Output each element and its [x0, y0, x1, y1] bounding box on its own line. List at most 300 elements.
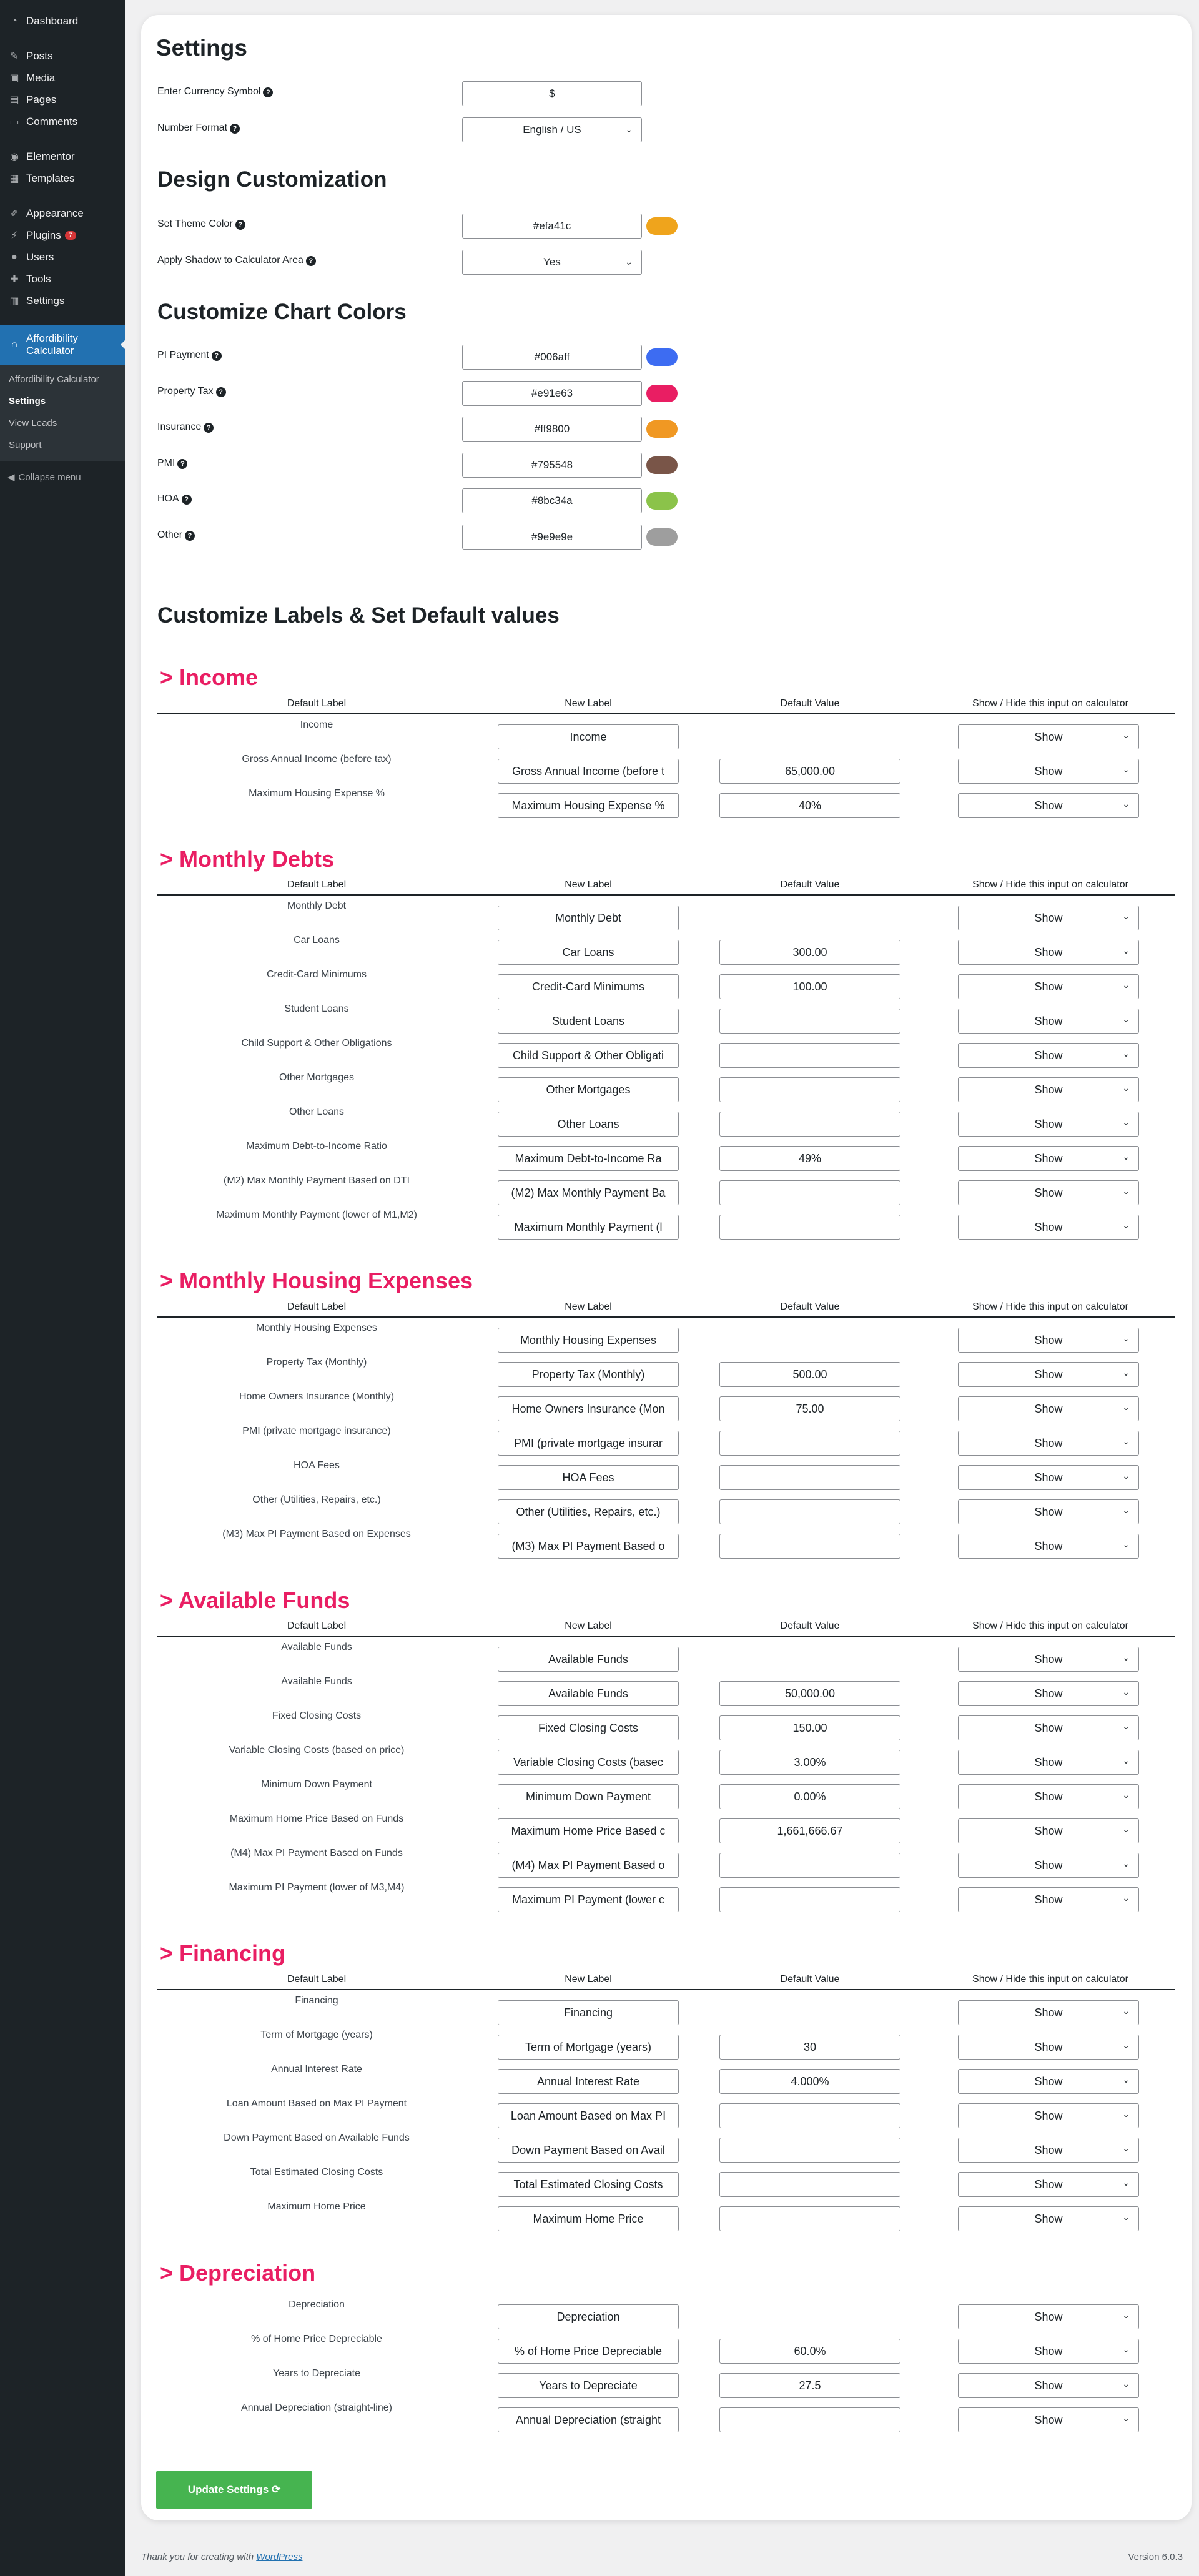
new-label-input[interactable] [498, 1534, 679, 1559]
default-value-input[interactable] [719, 1784, 900, 1809]
new-label-input[interactable] [498, 2339, 679, 2364]
sidebar-item-label: Dashboard [26, 14, 79, 27]
default-label: Maximum Housing Expense % [249, 788, 385, 799]
table-row [157, 898, 1175, 932]
default-value-input[interactable] [719, 759, 900, 784]
show-hide-value: Show [1034, 1652, 1063, 1666]
sidebar-item-label: Media [26, 71, 56, 84]
chevron-down-icon: ⌄ [1122, 2310, 1130, 2320]
sidebar-item-label: Elementor [26, 150, 75, 162]
new-label-input[interactable] [498, 1328, 679, 1353]
template-icon: ▦ [9, 173, 19, 184]
chart-color-row [157, 488, 719, 516]
table-row [157, 2199, 1175, 2233]
chart-color-swatch[interactable] [646, 492, 678, 510]
new-label-input[interactable] [498, 1043, 679, 1068]
show-hide-value: Show [1034, 1083, 1063, 1096]
table-row [157, 2130, 1175, 2164]
show-hide-select[interactable] [958, 2000, 1139, 2025]
default-label: Available Funds [281, 1642, 352, 1652]
default-value-input[interactable] [719, 1043, 900, 1068]
show-hide-select[interactable] [958, 2339, 1139, 2364]
new-label-input[interactable] [498, 974, 679, 999]
chart-color-swatch[interactable] [646, 528, 678, 546]
submenu-item[interactable]: Affordibility Calculator [9, 374, 99, 385]
show-hide-select[interactable] [958, 1180, 1139, 1205]
new-label-input[interactable] [498, 1784, 679, 1809]
show-hide-value: Show [1034, 1117, 1063, 1130]
sidebar-item-pages[interactable] [0, 89, 125, 111]
header-default-label: Default Label [287, 1301, 347, 1312]
chevron-down-icon: ⌄ [1122, 2178, 1130, 2188]
sidebar-item-label: Comments [26, 115, 78, 127]
submenu-item[interactable]: Support [9, 440, 42, 450]
show-hide-select[interactable] [958, 974, 1139, 999]
default-value-input[interactable] [719, 1112, 900, 1137]
show-hide-select[interactable] [958, 906, 1139, 930]
table-header [157, 1971, 1175, 1990]
chart-color-input[interactable] [462, 381, 642, 406]
table-row [157, 1458, 1175, 1492]
sidebar-item-settings[interactable] [0, 290, 125, 312]
show-hide-select[interactable] [958, 1146, 1139, 1171]
header-default-value: Default Value [780, 698, 840, 709]
table-header [157, 696, 1175, 714]
default-label: Other Mortgages [279, 1072, 355, 1083]
new-label-input[interactable] [498, 1112, 679, 1137]
sidebar-item-label: Plugins [26, 229, 61, 241]
default-value-input[interactable] [719, 1887, 900, 1912]
show-hide-select[interactable] [958, 2035, 1139, 2060]
chevron-down-icon: ⌄ [1122, 1824, 1130, 1834]
default-label: Term of Mortgage (years) [260, 2030, 373, 2040]
new-label-input[interactable] [498, 1887, 679, 1912]
sidebar-item-label: Tools [26, 272, 51, 285]
chart-color-swatch[interactable] [646, 456, 678, 474]
help-icon[interactable]: ? [204, 423, 214, 433]
brush-icon: ✐ [10, 208, 19, 219]
page-icon: ▤ [9, 94, 19, 106]
table-row [157, 2027, 1175, 2061]
chart-color-swatch[interactable] [646, 420, 678, 438]
table-row [157, 1492, 1175, 1526]
default-label: % of Home Price Depreciable [251, 2334, 382, 2344]
new-label-input[interactable] [498, 1853, 679, 1878]
table-header [157, 877, 1175, 896]
chart-color-label-wrap [157, 458, 187, 469]
default-value-input[interactable] [719, 974, 900, 999]
chevron-down-icon: ⌄ [1122, 945, 1130, 955]
update-settings-button[interactable]: Update Settings ⟳ [156, 2471, 312, 2509]
new-label-input[interactable] [498, 1465, 679, 1490]
default-value-input[interactable] [719, 1750, 900, 1775]
theme-color-row [157, 214, 719, 241]
sidebar-item-plugins[interactable] [0, 224, 125, 246]
chevron-down-icon: ⌄ [1122, 1186, 1130, 1196]
default-value-input[interactable] [719, 1534, 900, 1559]
chart-color-swatch[interactable] [646, 348, 678, 366]
show-hide-select[interactable] [958, 1465, 1139, 1490]
show-hide-value: Show [1034, 1186, 1063, 1199]
active-label-line1: Affordibility [26, 332, 78, 344]
show-hide-value: Show [1034, 1755, 1063, 1769]
show-hide-select[interactable] [958, 1715, 1139, 1740]
default-label: Maximum Home Price Based on Funds [229, 1814, 404, 1824]
chart-color-input[interactable] [462, 453, 642, 478]
sidebar-item-posts[interactable] [0, 45, 125, 67]
table-row [157, 2400, 1175, 2434]
help-icon[interactable]: ? [230, 124, 240, 134]
show-hide-select[interactable] [958, 1750, 1139, 1775]
show-hide-value: Show [1034, 1368, 1063, 1381]
show-hide-select[interactable] [958, 1077, 1139, 1102]
table-row [157, 1811, 1175, 1845]
show-hide-value: Show [1034, 1333, 1063, 1346]
sidebar-item-dashboard[interactable] [0, 10, 125, 32]
pin-icon: ✎ [10, 51, 19, 62]
default-value-input[interactable] [719, 1215, 900, 1240]
help-icon[interactable]: ? [182, 495, 192, 505]
default-label: Annual Depreciation (straight-line) [241, 2402, 392, 2413]
default-value-input[interactable] [719, 2035, 900, 2060]
new-label-input[interactable] [498, 1180, 679, 1205]
show-hide-value: Show [1034, 1014, 1063, 1027]
new-label-input[interactable] [498, 2069, 679, 2094]
help-icon[interactable]: ? [185, 531, 195, 541]
show-hide-select[interactable] [958, 940, 1139, 965]
table-row [157, 1880, 1175, 1914]
default-value-input[interactable] [719, 1146, 900, 1171]
table-row [157, 1320, 1175, 1355]
default-value-input[interactable] [719, 793, 900, 818]
default-label: Minimum Down Payment [261, 1779, 372, 1790]
show-hide-select[interactable] [958, 1431, 1139, 1456]
show-hide-value: Show [1034, 2212, 1063, 2225]
chevron-down-icon: ⌄ [1122, 1368, 1130, 1378]
default-value-input[interactable] [719, 940, 900, 965]
show-hide-select[interactable] [958, 2138, 1139, 2163]
chart-color-label-wrap [157, 386, 226, 397]
currency-input[interactable] [462, 81, 642, 106]
wordpress-link[interactable]: WordPress [256, 2552, 303, 2562]
show-hide-value: Show [1034, 1471, 1063, 1484]
chart-color-row [157, 381, 719, 408]
show-hide-select[interactable] [958, 1215, 1139, 1240]
header-default-value: Default Value [780, 879, 840, 890]
show-hide-value: Show [1034, 1721, 1063, 1734]
sidebar-item-users[interactable] [0, 246, 125, 268]
default-value-input[interactable] [719, 2172, 900, 2197]
chart-color-label: PMI [157, 457, 175, 468]
default-label: PMI (private mortgage insurance) [242, 1426, 391, 1436]
default-label: Home Owners Insurance (Monthly) [239, 1391, 395, 1402]
show-hide-select[interactable] [958, 2103, 1139, 2128]
default-label: Annual Interest Rate [271, 2064, 362, 2075]
default-value-input[interactable] [719, 1499, 900, 1524]
sidebar-item-elementor[interactable] [0, 146, 125, 167]
show-hide-value: Show [1034, 2075, 1063, 2088]
chart-color-row [157, 453, 719, 480]
show-hide-select[interactable] [958, 1396, 1139, 1421]
sidebar-item-label: Pages [26, 93, 57, 106]
chevron-down-icon: ⌄ [1122, 1471, 1130, 1481]
default-value-input[interactable] [719, 2206, 900, 2231]
show-hide-select[interactable] [958, 1647, 1139, 1672]
chevron-down-icon: ⌄ [1122, 1083, 1130, 1093]
show-hide-value: Show [1034, 1049, 1063, 1062]
new-label-input[interactable] [498, 1146, 679, 1171]
show-hide-select[interactable] [958, 2407, 1139, 2432]
show-hide-select[interactable] [958, 1043, 1139, 1068]
show-hide-select[interactable] [958, 1362, 1139, 1387]
default-label: Maximum Debt-to-Income Ratio [246, 1141, 387, 1152]
table-row [157, 1035, 1175, 1070]
show-hide-select[interactable] [958, 2304, 1139, 2329]
default-label: Maximum PI Payment (lower of M3,M4) [229, 1882, 405, 1893]
show-hide-value: Show [1034, 1152, 1063, 1165]
chevron-down-icon: ⌄ [625, 257, 633, 267]
default-label: HOA Fees [294, 1460, 340, 1471]
new-label-input[interactable] [498, 1715, 679, 1740]
new-label-input[interactable] [498, 2373, 679, 2398]
number-format-select[interactable]: English / US ⌄ [462, 117, 642, 142]
page-title: Settings [156, 35, 247, 61]
new-label-input[interactable] [498, 1818, 679, 1843]
default-label: Gross Annual Income (before tax) [242, 754, 392, 764]
new-label-input[interactable] [498, 2000, 679, 2025]
show-hide-select[interactable] [958, 1009, 1139, 1034]
header-show-hide: Show / Hide this input on calculator [972, 879, 1128, 890]
new-label-input[interactable] [498, 940, 679, 965]
default-value-input[interactable] [719, 1180, 900, 1205]
chevron-down-icon: ⌄ [1122, 799, 1130, 809]
show-hide-select[interactable] [958, 1534, 1139, 1559]
show-hide-value: Show [1034, 2178, 1063, 2191]
show-hide-select[interactable] [958, 1853, 1139, 1878]
default-value-input[interactable] [719, 2138, 900, 2163]
comment-icon: ▭ [9, 116, 19, 127]
default-label: Monthly Debt [287, 901, 347, 911]
chevron-down-icon: ⌄ [1122, 2109, 1130, 2119]
new-label-input[interactable] [498, 1396, 679, 1421]
help-icon[interactable]: ? [177, 459, 187, 469]
default-value-input[interactable] [719, 1853, 900, 1878]
default-label: Property Tax (Monthly) [266, 1357, 367, 1368]
chevron-down-icon: ⌄ [1122, 1652, 1130, 1662]
chart-color-input[interactable] [462, 345, 642, 370]
show-hide-select[interactable] [958, 2206, 1139, 2231]
show-hide-select[interactable] [958, 2373, 1139, 2398]
new-label-input[interactable] [498, 1750, 679, 1775]
chart-color-label: Insurance [157, 422, 202, 432]
show-hide-value: Show [1034, 1220, 1063, 1233]
chevron-down-icon: ⌄ [1122, 1893, 1130, 1903]
help-icon[interactable]: ? [212, 351, 222, 361]
new-label-input[interactable] [498, 906, 679, 930]
default-value-input[interactable] [719, 1431, 900, 1456]
new-label-input[interactable] [498, 2103, 679, 2128]
sidebar-item-appearance[interactable] [0, 202, 125, 224]
shadow-select[interactable]: Yes ⌄ [462, 250, 642, 275]
new-label-input[interactable] [498, 2206, 679, 2231]
default-label: Variable Closing Costs (based on price) [229, 1745, 405, 1755]
chevron-down-icon: ⌄ [1122, 764, 1130, 774]
new-label-input[interactable] [498, 1681, 679, 1706]
show-hide-select[interactable] [958, 1328, 1139, 1353]
collapse-menu-button[interactable] [0, 465, 125, 490]
chevron-down-icon: ⌄ [1122, 1790, 1130, 1800]
table-row [157, 1138, 1175, 1173]
show-hide-select[interactable] [958, 2069, 1139, 2094]
help-icon[interactable]: ? [216, 387, 226, 397]
new-label-input[interactable] [498, 2035, 679, 2060]
chevron-down-icon: ⌄ [1122, 1858, 1130, 1868]
default-value-input[interactable] [719, 1715, 900, 1740]
admin-sidebar [0, 0, 125, 2576]
default-label: Fixed Closing Costs [272, 1710, 362, 1721]
show-hide-select[interactable] [958, 1112, 1139, 1137]
show-hide-select[interactable] [958, 1887, 1139, 1912]
new-label-input[interactable] [498, 2138, 679, 2163]
default-label: (M3) Max PI Payment Based on Expenses [222, 1529, 411, 1539]
default-label: Depreciation [289, 2299, 345, 2310]
table-row [157, 932, 1175, 967]
chart-color-input[interactable] [462, 488, 642, 513]
new-label-input[interactable] [498, 2172, 679, 2197]
submenu-item[interactable]: View Leads [9, 418, 57, 428]
table-row [157, 2366, 1175, 2400]
chart-color-swatch[interactable] [646, 385, 678, 402]
chevron-down-icon: ⌄ [1122, 1687, 1130, 1697]
sidebar-item-affordibility-calculator[interactable] [0, 325, 125, 365]
default-value-input[interactable] [719, 1362, 900, 1387]
theme-color-label: Set Theme Color [157, 219, 233, 229]
sidebar-item-label: Templates [26, 172, 75, 184]
show-hide-select[interactable] [958, 1681, 1139, 1706]
default-value-input[interactable] [719, 2339, 900, 2364]
show-hide-value: Show [1034, 1893, 1063, 1906]
refresh-icon: ⟳ [271, 2484, 281, 2495]
show-hide-value: Show [1034, 799, 1063, 812]
chart-color-row [157, 345, 719, 372]
chevron-down-icon: ⌄ [1122, 1505, 1130, 1515]
default-label: Financing [295, 1995, 338, 2006]
theme-color-input[interactable] [462, 214, 642, 239]
new-label-input[interactable] [498, 2304, 679, 2329]
show-hide-select[interactable] [958, 1784, 1139, 1809]
chart-color-label: PI Payment [157, 350, 209, 360]
chart-color-label-wrap [157, 422, 214, 433]
show-hide-value: Show [1034, 2109, 1063, 2122]
default-label: (M2) Max Monthly Payment Based on DTI [224, 1175, 410, 1186]
default-value-input[interactable] [719, 2103, 900, 2128]
default-value-input[interactable] [719, 1465, 900, 1490]
theme-color-swatch[interactable] [646, 217, 678, 235]
show-hide-value: Show [1034, 1824, 1063, 1837]
show-hide-select[interactable] [958, 759, 1139, 784]
default-value-input[interactable] [719, 1818, 900, 1843]
sidebar-item-comments[interactable] [0, 111, 125, 132]
show-hide-select[interactable] [958, 1818, 1139, 1843]
show-hide-select[interactable] [958, 793, 1139, 818]
header-default-label: Default Label [287, 1621, 347, 1631]
default-value-input[interactable] [719, 2407, 900, 2432]
default-label: Other Loans [289, 1107, 345, 1117]
show-hide-value: Show [1034, 1436, 1063, 1449]
default-value-input[interactable] [719, 2373, 900, 2398]
submenu-item[interactable]: Settings [9, 396, 46, 407]
new-label-input[interactable] [498, 1647, 679, 1672]
help-icon[interactable]: ? [263, 87, 273, 97]
default-label: (M4) Max PI Payment Based on Funds [230, 1848, 403, 1858]
chevron-down-icon: ⌄ [625, 124, 633, 134]
new-label-input[interactable] [498, 793, 679, 818]
header-new-label: New Label [565, 879, 612, 890]
sidebar-item-media[interactable] [0, 67, 125, 89]
new-label-input[interactable] [498, 1499, 679, 1524]
sidebar-item-label [26, 332, 78, 357]
new-label-input[interactable] [498, 1215, 679, 1240]
header-show-hide: Show / Hide this input on calculator [972, 1301, 1128, 1312]
show-hide-value: Show [1034, 1402, 1063, 1415]
help-icon[interactable]: ? [235, 220, 245, 230]
chart-color-input[interactable] [462, 525, 642, 550]
show-hide-select[interactable] [958, 1499, 1139, 1524]
default-value-input[interactable] [719, 1077, 900, 1102]
version-text: Version 6.0.3 [1128, 2552, 1183, 2562]
default-value-input[interactable] [719, 2069, 900, 2094]
table-row [157, 1845, 1175, 1880]
chevron-down-icon: ⌄ [1122, 1402, 1130, 1412]
table-row [157, 1742, 1175, 1777]
table-row [157, 1207, 1175, 1241]
chart-color-input[interactable] [462, 417, 642, 442]
new-label-input[interactable] [498, 759, 679, 784]
show-hide-select[interactable] [958, 724, 1139, 749]
default-label: Down Payment Based on Available Funds [224, 2133, 410, 2143]
settings-icon: ▥ [9, 295, 19, 307]
sidebar-item-templates[interactable] [0, 167, 125, 189]
default-value-input[interactable] [719, 1396, 900, 1421]
help-icon[interactable]: ? [306, 256, 316, 266]
new-label-input[interactable] [498, 1077, 679, 1102]
show-hide-value: Show [1034, 1687, 1063, 1700]
show-hide-value: Show [1034, 2379, 1063, 2392]
default-label: Loan Amount Based on Max PI Payment [226, 2098, 407, 2109]
table-row [157, 2331, 1175, 2366]
show-hide-select[interactable] [958, 2172, 1139, 2197]
new-label-input[interactable] [498, 2407, 679, 2432]
section-heading: > Income [160, 664, 259, 690]
header-new-label: New Label [565, 1621, 612, 1631]
default-value-input[interactable] [719, 1681, 900, 1706]
new-label-input[interactable] [498, 1431, 679, 1456]
default-value-input[interactable] [719, 1009, 900, 1034]
sidebar-item-tools[interactable] [0, 268, 125, 290]
default-label: Maximum Monthly Payment (lower of M1,M2) [216, 1210, 417, 1220]
show-hide-value: Show [1034, 2310, 1063, 2323]
header-new-label: New Label [565, 1301, 612, 1312]
table-row [157, 717, 1175, 751]
default-label: Other (Utilities, Repairs, etc.) [252, 1494, 381, 1505]
chart-color-row [157, 525, 719, 552]
show-hide-value: Show [1034, 1539, 1063, 1552]
new-label-input[interactable] [498, 724, 679, 749]
chevron-down-icon: ⌄ [1122, 2413, 1130, 2423]
new-label-input[interactable] [498, 1009, 679, 1034]
new-label-input[interactable] [498, 1362, 679, 1387]
chevron-down-icon: ⌄ [1122, 1436, 1130, 1446]
